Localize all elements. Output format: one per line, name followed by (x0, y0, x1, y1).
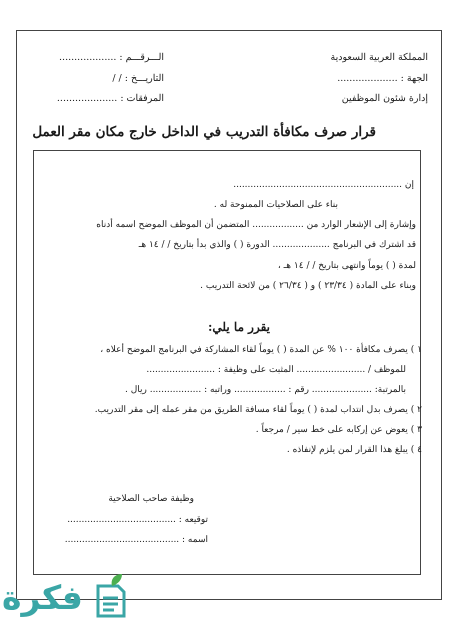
program-line: قد اشترك في البرنامج .................... الدورة ( ) والذي بدأ بتاريخ / / ١٤ هـ (138, 240, 416, 250)
article-line: وبناء على المادة ( ٢٣/٣٤ ) و ( ٢٦/٣٤ ) من لائحة التدريب . (200, 281, 416, 291)
authority-field: الجهة : .................... (337, 73, 428, 84)
attachments-field: المرفقات : .................... (56, 93, 164, 104)
item-1-employee: للموظف / ........................ المثبت على وظيفة : ........................ (146, 365, 406, 375)
department-name: إدارة شئون الموظفين (341, 93, 428, 104)
item-1: ١ ) يصرف مكافأة ١٠٠ % عن المدة ( ) يوماً لقاء المشاركة في البرنامج الموضح أعلاه ، (100, 345, 422, 355)
decision-heading: يقرر ما يلي: (207, 320, 270, 334)
signatory-role: وظيفة صاحب الصلاحية (108, 494, 194, 504)
item-2: ٢ ) يصرف بدل انتداب لمدة ( ) يوماً لقاء مسافة الطريق من مقر عمله إلى مقر التدريب. (94, 405, 422, 415)
date-field: التاريـــخ : / / (112, 73, 164, 84)
intro-line: إن ........................................................... (233, 180, 414, 190)
brand-logo-text: فكرة (2, 578, 83, 617)
item-4: ٤ ) يبلغ هذا القرار لمن يلزم لإنفاذه . (286, 445, 422, 455)
kingdom-name: المملكة العربية السعودية (330, 52, 428, 63)
document-leaf-icon (92, 572, 130, 620)
decision-box (33, 150, 421, 575)
duration-line: لمدة ( ) يوماً وانتهى بتاريخ / / ١٤ هـ ، (277, 261, 416, 271)
authority-line: بناء على الصلاحيات الممنوحة له . (213, 200, 338, 210)
signature-field: توقيعه : ...................................... (67, 515, 208, 525)
item-1-rank: بالمرتبة: ..................... رقم : .................. وراتبه : .................. ريال . (125, 385, 406, 395)
document-title: قرار صرف مكافأة التدريب في الداخل خارج مكان مقر العمل (32, 124, 376, 140)
notice-line: وإشارة إلى الإشعار الوارد من .................. المتضمن أن الموظف الموضح اسمه أدناه (96, 220, 416, 230)
name-field: اسمه : ........................................ (64, 535, 208, 545)
item-3: ٣ ) يعوض عن إركابه على خط سير / مرجعاً . (255, 425, 422, 435)
number-field: الـــرقـــم : ................... (59, 52, 164, 63)
